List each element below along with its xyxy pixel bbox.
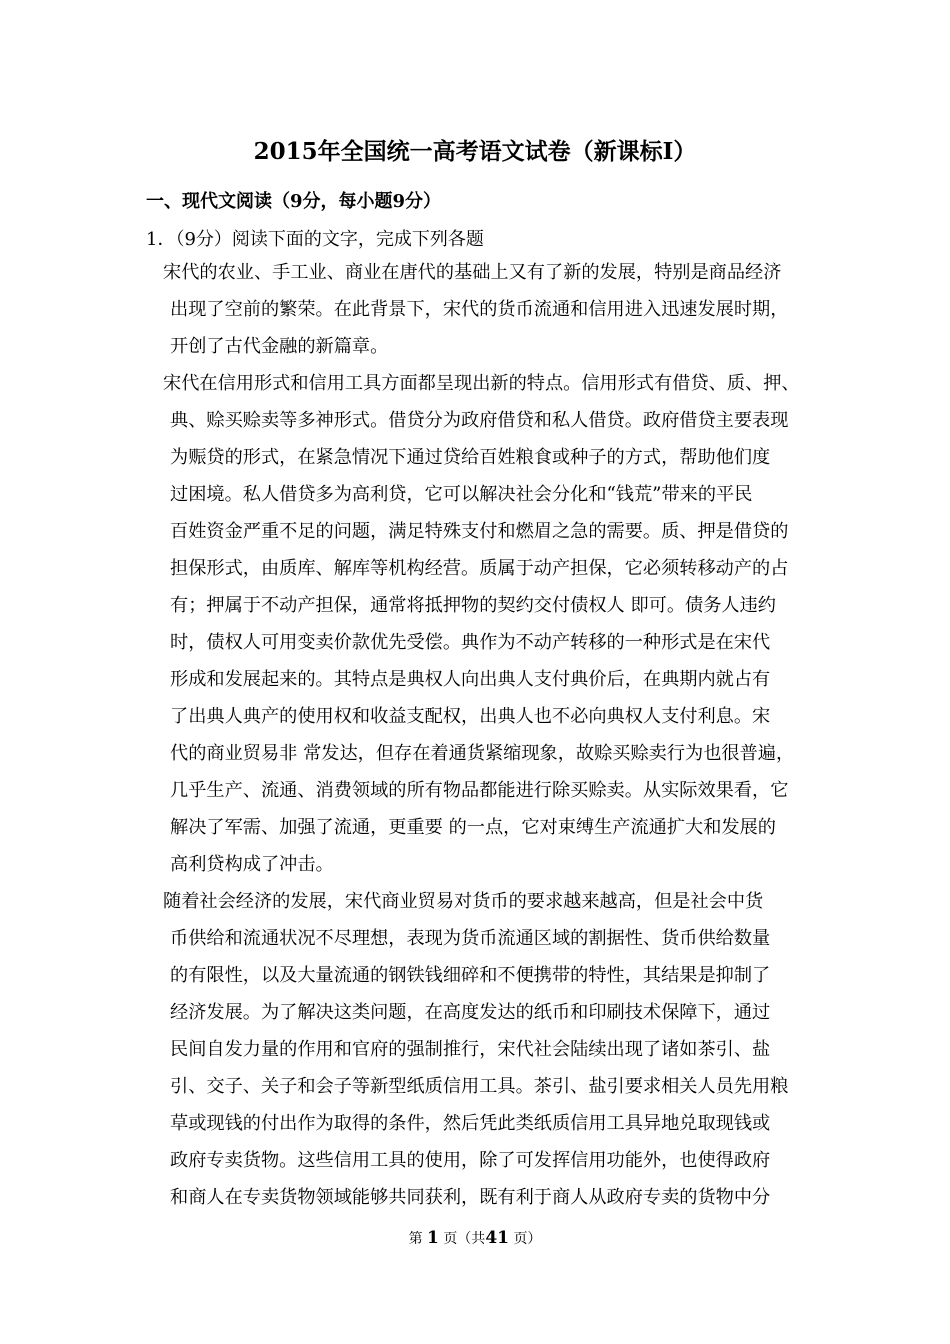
passage-line: 高利贷构成了冲击。 <box>170 854 334 875</box>
passage-line: 民间自发力量的作用和官府的强制推行，宋代社会陆续出现了诸如茶引、盐 <box>170 1039 771 1060</box>
footer-middle: 页（共 <box>443 1231 486 1247</box>
passage-line: 了出典人典产的使用权和收益支配权，出典人也不必向典权人支付利息。宋 <box>170 706 771 727</box>
footer-suffix: 页） <box>513 1231 542 1247</box>
page-total: 41 <box>485 1228 509 1248</box>
reading-passage <box>0 259 950 1221</box>
footer-prefix: 第 <box>408 1231 423 1247</box>
section-heading: 一、现代文阅读（9分，每小题9分） <box>146 191 442 212</box>
passage-line: 代的商业贸易非 常发达，但存在着通货紧缩现象，故赊买赊卖行为也很普遍， <box>170 743 795 764</box>
passage-line: 几乎生产、流通、消费领域的所有物品都能进行除买赊卖。从实际效果看，它 <box>170 780 789 801</box>
passage-line: 典、赊买赊卖等多神形式。借贷分为政府借贷和私人借贷。政府借贷主要表现 <box>170 410 789 431</box>
passage-line: 随着社会经济的发展，宋代商业贸易对货币的要求越来越高，但是社会中货 <box>163 891 764 912</box>
passage-line: 经济发展。为了解决这类问题，在高度发达的纸币和印刷技术保障下，通过 <box>170 1002 771 1023</box>
page-number: 1 <box>427 1228 439 1248</box>
passage-line: 政府专卖货物。这些信用工具的使用，除了可发挥信用功能外，也使得政府 <box>170 1150 771 1171</box>
passage-line: 引、交子、关子和会子等新型纸质信用工具。茶引、盐引要求相关人员先用粮 <box>170 1076 789 1097</box>
passage-line: 为赈贷的形式，在紧急情况下通过贷给百姓粮食或种子的方式，帮助他们度 <box>170 447 771 468</box>
passage-line: 草或现钱的付出作为取得的条件，然后凭此类纸质信用工具异地兑取现钱或 <box>170 1113 771 1134</box>
passage-line: 宋代的农业、手工业、商业在唐代的基础上又有了新的发展，特别是商品经济 <box>163 262 782 283</box>
question-prompt: 1．（9分）阅读下面的文字，完成下列各题 <box>146 229 484 250</box>
passage-line: 的有限性，以及大量流通的钢铁钱细碎和不便携带的特性，其结果是抑制了 <box>170 965 771 986</box>
passage-line: 百姓资金严重不足的问题，满足特殊支付和燃眉之急的需要。质、押是借贷的 <box>170 521 789 542</box>
passage-line: 开创了古代金融的新篇章。 <box>170 336 389 357</box>
passage-line: 解决了军需、加强了流通，更重要 的一点，它对束缚生产流通扩大和发展的 <box>170 817 776 838</box>
passage-line: 宋代在信用形式和信用工具方面都呈现出新的特点。信用形式有借贷、质、押、 <box>163 373 800 394</box>
passage-line: 过困境。私人借贷多为高利贷，它可以解决社会分化和“钱荒”带来的平民 <box>170 484 753 505</box>
passage-line: 时，债权人可用变卖价款优先受偿。典作为不动产转移的一种形式是在宋代 <box>170 632 771 653</box>
passage-line: 担保形式，由质库、解库等机构经营。质属于动产担保，它必须转移动产的占 <box>170 558 789 579</box>
page-footer <box>0 1228 950 1248</box>
passage-line: 形成和发展起来的。其特点是典权人向出典人支付典价后，在典期内就占有 <box>170 669 771 690</box>
passage-line: 有；押属于不动产担保，通常将抵押物的契约交付债权人 即可。债务人违约 <box>170 595 776 616</box>
document-title: 2015年全国统一高考语文试卷（新课标Ⅰ） <box>253 138 697 165</box>
passage-line: 和商人在专卖货物领域能够共同获利，既有利于商人从政府专卖的货物中分 <box>170 1187 771 1208</box>
passage-line: 币供给和流通状况不尽理想，表现为货币流通区域的割据性、货币供给数量 <box>170 928 771 949</box>
passage-line: 出现了空前的繁荣。在此背景下，宋代的货币流通和信用进入迅速发展时期， <box>170 299 789 320</box>
